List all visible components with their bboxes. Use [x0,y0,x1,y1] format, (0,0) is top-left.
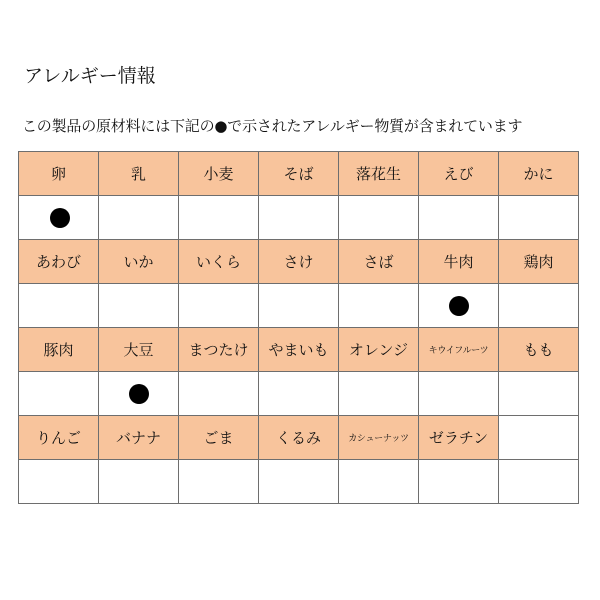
allergen-mark-cell [339,196,419,240]
allergen-label: バナナ [99,416,179,460]
contains-dot-icon [449,296,469,316]
allergen-mark-cell [499,460,579,504]
allergen-label: やまいも [259,328,339,372]
allergen-mark-cell [99,372,179,416]
contains-dot-icon [129,384,149,404]
allergen-mark-cell [99,284,179,328]
allergen-mark-cell [419,372,499,416]
allergen-mark-cell [419,196,499,240]
page-title: アレルギー情報 [24,65,156,87]
allergen-mark-row [19,196,579,240]
allergen-label-empty [499,416,579,460]
allergen-label: ゼラチン [419,416,499,460]
allergen-label: キウイフルーツ [419,328,499,372]
allergen-mark-row [19,284,579,328]
allergen-mark-cell [259,284,339,328]
allergen-mark-cell [499,284,579,328]
allergen-label-row [19,416,579,460]
allergen-mark-cell [339,284,419,328]
allergen-mark-cell [499,196,579,240]
allergen-label: 鶏肉 [499,240,579,284]
allergen-label-row [19,328,579,372]
allergen-label: カシューナッツ [339,416,419,460]
allergen-mark-cell [19,460,99,504]
allergen-mark-cell [259,196,339,240]
allergen-label: 乳 [99,152,179,196]
allergen-mark-cell [19,372,99,416]
allergen-label-row [19,240,579,284]
allergen-mark-cell [339,372,419,416]
allergen-label: 落花生 [339,152,419,196]
allergen-label: まつたけ [179,328,259,372]
allergen-label: さけ [259,240,339,284]
allergy-table [18,151,579,504]
allergen-mark-cell [339,460,419,504]
allergen-label: そば [259,152,339,196]
allergen-label: えび [419,152,499,196]
allergen-label: あわび [19,240,99,284]
allergen-label: 卵 [19,152,99,196]
allergen-mark-cell [99,460,179,504]
allergen-mark-cell [179,196,259,240]
allergen-mark-cell [499,372,579,416]
allergen-mark-row [19,372,579,416]
contains-dot-icon [50,208,70,228]
allergen-mark-cell [179,460,259,504]
allergen-label: 小麦 [179,152,259,196]
allergen-mark-cell [179,284,259,328]
allergen-mark-cell [259,460,339,504]
allergen-label: いくら [179,240,259,284]
description-text: この製品の原材料には下記の●で示されたアレルギー物質が含まれています [22,117,523,135]
allergen-label: ごま [179,416,259,460]
allergen-mark-cell [419,460,499,504]
allergen-mark-cell [19,196,99,240]
allergen-label-row [19,152,579,196]
allergen-mark-cell [259,372,339,416]
allergen-mark-cell [99,196,179,240]
allergen-mark-row [19,460,579,504]
allergen-mark-cell [419,284,499,328]
allergen-label: かに [499,152,579,196]
allergen-label: りんご [19,416,99,460]
allergen-label: いか [99,240,179,284]
allergen-label: オレンジ [339,328,419,372]
allergen-mark-cell [19,284,99,328]
allergen-mark-cell [179,372,259,416]
allergen-label: 大豆 [99,328,179,372]
allergen-label: 豚肉 [19,328,99,372]
allergen-label: さば [339,240,419,284]
allergen-label: 牛肉 [419,240,499,284]
allergen-label: もも [499,328,579,372]
allergen-label: くるみ [259,416,339,460]
